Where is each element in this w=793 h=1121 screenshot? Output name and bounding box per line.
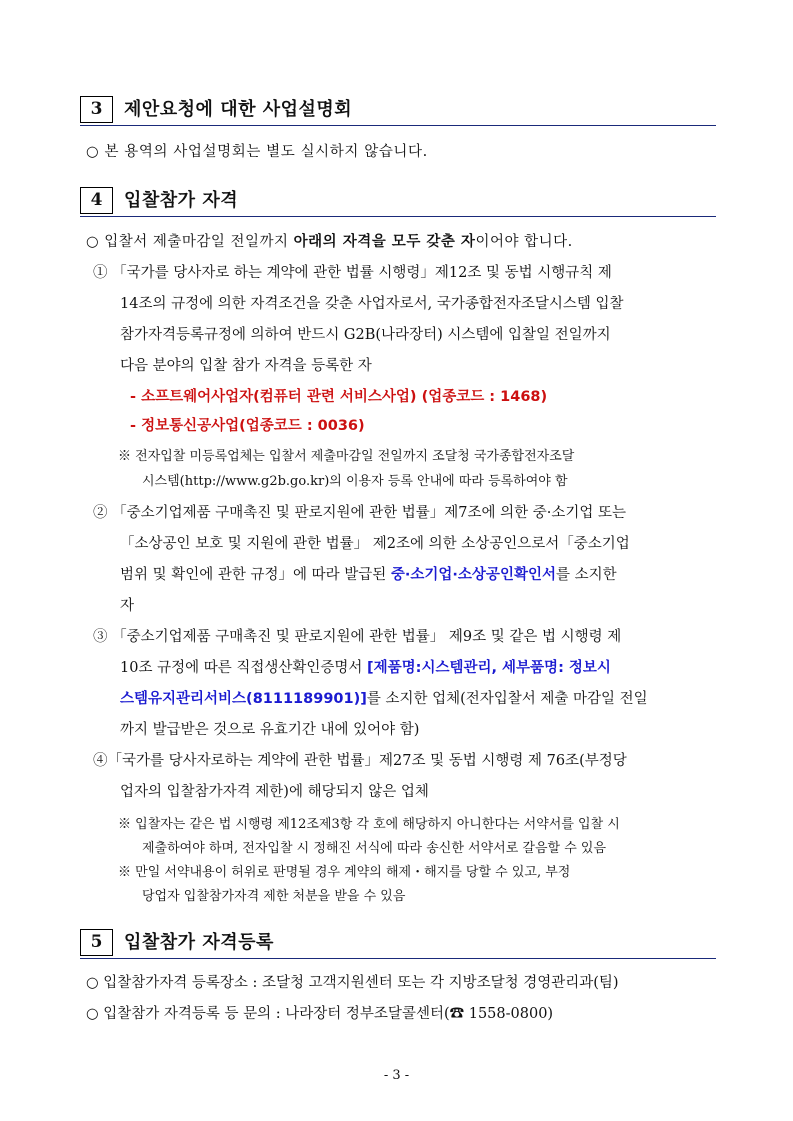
list-item-4-line: 업자의 입찰참가자격 제한)에 해당되지 않은 업체	[120, 784, 429, 800]
list-item-1-line: 14조의 규정에 의한 자격조건을 갖춘 사업자로서, 국가종합전자조달시스템 입찰	[120, 296, 624, 312]
page-number: - 3 -	[383, 1068, 410, 1083]
note: 제출하여야 하며, 전자입찰 시 정해진 서식에 따라 송신한 서약서로 갈음할 수 있음	[142, 841, 607, 856]
certificate-name: 중·소기업·소상공인확인서	[390, 567, 556, 583]
note: ※ 전자입찰 미등록업체는 입찰서 제출마감일 전일까지 조달청 국가종합전자조달	[118, 449, 575, 464]
paragraph: ○ 본 용역의 사업설명회는 별도 실시하지 않습니다.	[86, 144, 428, 160]
section-title: 입찰참가 자격	[124, 190, 239, 211]
list-item-3-line: 스템유지관리서비스(8111189901)]를 소지한 업체(전자입찰서 제출 마감일 전일	[120, 691, 648, 707]
list-item-3-line: 까지 발급받은 것으로 유효기간 내에 있어야 함)	[120, 722, 420, 738]
list-item-1-line: 참가자격등록규정에 의하여 반드시 G2B(나라장터) 시스템에 입찰일 전일까지	[120, 327, 611, 343]
list-item-1-line: 다음 분야의 입찰 참가 자격을 등록한 자	[120, 358, 372, 374]
paragraph: ○ 입찰서 제출마감일 전일까지 아래의 자격을 모두 갖춘 자이어야 합니다.	[86, 234, 573, 250]
list-item-2-line: ② 「중소기업제품 구매촉진 및 판로지원에 관한 법률」제7조에 의한 중·소기업 또는	[93, 505, 627, 521]
industry-code-software: - 소프트웨어사업자(컴퓨터 관련 서비스사업) (업종코드 : 1468)	[130, 389, 548, 405]
industry-code-telecom: - 정보통신공사업(업종코드 : 0036)	[130, 418, 365, 434]
note: 당업자 입찰참가자격 제한 처분을 받을 수 있음	[142, 889, 406, 904]
note: ※ 만일 서약내용이 허위로 판명될 경우 계약의 해제・해지를 당할 수 있고, 부정	[118, 865, 571, 880]
section-4-header	[80, 187, 716, 217]
section-title: 입찰참가 자격등록	[124, 932, 274, 953]
paragraph: ○ 입찰참가자격 등록장소 : 조달청 고객지원센터 또는 각 지방조달청 경영관리과(팀)	[86, 975, 619, 991]
section-number: 4	[80, 187, 113, 214]
note: ※ 입찰자는 같은 법 시행령 제12조제3항 각 호에 해당하지 아니한다는 서약서를 입찰 시	[118, 817, 620, 832]
list-item-4-line: ④「국가를 당사자로하는 계약에 관한 법률」제27조 및 동법 시행령 제 76조(부정당	[93, 753, 627, 769]
section-number: 5	[80, 929, 113, 956]
product-name: [제품명:시스템관리, 세부품명: 정보시	[367, 660, 611, 676]
paragraph: ○ 입찰참가 자격등록 등 문의 : 나라장터 정부조달콜센터(☎ 1558-0800)	[86, 1006, 554, 1022]
section-title: 제안요청에 대한 사업설명회	[124, 99, 353, 120]
note: 시스템(http://www.g2b.go.kr)의 이용자 등록 안내에 따라 등록하여야 함	[142, 474, 568, 489]
section-5-header	[80, 929, 716, 959]
section-number: 3	[80, 96, 113, 123]
list-item-2-line: 범위 및 확인에 관한 규정」에 따라 발급된 중·소기업·소상공인확인서를 소지한	[120, 567, 617, 583]
list-item-2-line: 「소상공인 보호 및 지원에 관한 법률」 제2조에 의한 소상공인으로서「중소기업	[120, 536, 630, 552]
list-item-3-line: 10조 규정에 따른 직접생산확인증명서 [제품명:시스템관리, 세부품명: 정보시	[120, 660, 611, 676]
list-item-3-line: ③ 「중소기업제품 구매촉진 및 판로지원에 관한 법률」 제9조 및 같은 법 시행령 제	[93, 629, 622, 645]
list-item-2-line: 자	[120, 598, 135, 614]
list-item-1-line: ① 「국가를 당사자로 하는 계약에 관한 법률 시행령」제12조 및 동법 시행규칙 제	[93, 265, 612, 281]
section-3-header	[80, 96, 716, 126]
product-name: 스템유지관리서비스(8111189901)]	[120, 691, 367, 707]
